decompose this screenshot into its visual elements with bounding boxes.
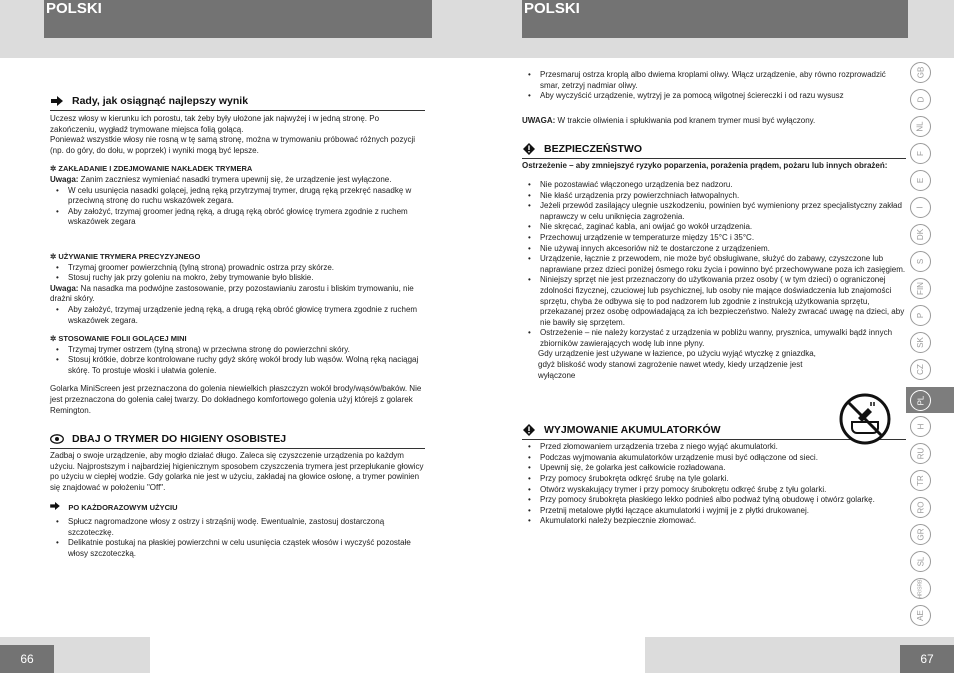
- lang-tab-gb[interactable]: [910, 62, 931, 83]
- precision-warning-text: Na nasadka ma podwójne zastosowanie, przy pozostawianiu zarostu i bliskim trymowaniu, nie drażni skóry.: [50, 283, 414, 304]
- list-item: • Ostrzeżenie – nie należy korzystać z urządzenia w pobliżu wanny, prysznica, umywalki bądź innych zbiorników zawierających wodę lub inne płyny.: [522, 328, 906, 349]
- lang-label: F: [915, 151, 925, 156]
- list-item: • Przy pomocy śrubokręta odkręć śrubę na tyle golarki.: [522, 474, 906, 485]
- list-item: • Aby wyczyścić urządzenie, wytrzyj je za pomocą wilgotnej ściereczki i od razu wysusz: [522, 91, 906, 102]
- precision-heading-text: UŻYWANIE TRYMERA PRECYZYJNEGO: [58, 251, 201, 261]
- lang-tab-gr[interactable]: [910, 524, 931, 545]
- list-item: • Urządzenie, łącznie z przewodem, nie może być obsługiwane, służyć do zabawy, czyszczone lub naprawiane przez dzieci poniżej ósmego roku życia i powinno być przechowywane poza ich zasięgiem.: [522, 254, 906, 275]
- lang-label: CZ: [915, 364, 925, 375]
- foil-heading: [50, 334, 425, 345]
- lang-label: I: [915, 206, 925, 209]
- lang-label: GR: [916, 528, 925, 541]
- lang-tab-fin[interactable]: [910, 278, 931, 299]
- battery-list: [522, 442, 906, 527]
- safety-warning: Ostrzeżenie – aby zmniejszyć ryzyko poparzenia, porażenia prądem, pożaru lub innych obrażeń:: [522, 161, 888, 171]
- after-use-list: [50, 517, 425, 559]
- lang-tab-h[interactable]: [910, 416, 931, 437]
- precision-warning: [50, 284, 425, 305]
- lang-tab-ru[interactable]: [910, 443, 931, 464]
- hygiene-heading-text: DBAJ O TRYMER DO HIGIENY OSOBISTEJ: [72, 432, 287, 445]
- lang-label: S: [916, 258, 925, 265]
- lang-label: D: [916, 96, 925, 103]
- list-item: • Przed złomowaniem urządzenia trzeba z niego wyjąć akumulatorki.: [522, 442, 906, 453]
- battery-heading-text: WYJMOWANIE AKUMULATORKÓW: [544, 423, 721, 436]
- lang-label: NL: [915, 121, 925, 132]
- list-item: • Przechowuj urządzenie w temperaturze między 15°C i 35°C.: [522, 233, 906, 244]
- list-item: • Aby założyć, trzymaj groomer jedną ręką, a drugą ręką obróć głowicę trymera zgodnie z ruchem wskazówek zegara: [50, 207, 425, 228]
- oiling-note-label: UWAGA:: [522, 115, 556, 125]
- lang-tab-dk[interactable]: [910, 224, 931, 245]
- lang-tab-sl[interactable]: [910, 551, 931, 572]
- gear-icon: ✲: [50, 334, 57, 344]
- tips-heading: [50, 94, 425, 111]
- lang-tab-p[interactable]: [910, 305, 931, 326]
- lang-tab-ae[interactable]: [910, 605, 931, 626]
- attach-warning: [50, 175, 425, 186]
- safety-heading-text: BEZPIECZEŃSTWO: [544, 143, 643, 156]
- no-bath-icon: [838, 392, 892, 446]
- attach-heading: [50, 164, 425, 175]
- lang-label: DK: [916, 228, 925, 241]
- list-item: • Akumulatorki należy bezpiecznie złomować.: [522, 516, 906, 527]
- list-item: • Delikatnie postukaj na płaskiej powierzchni w celu usunięcia cząstek włosów i wyczyść pozostałe włosy szczoteczką.: [50, 538, 425, 559]
- list-item: • Przetnij metalowe płytki łączące akumulatorki i wyjmij je z płytki drukowanej.: [522, 506, 906, 517]
- oiling-note: [522, 116, 906, 127]
- tips-heading-text: Rady, jak osiągnąć najlepszy wynik: [72, 94, 249, 107]
- tips-paragraph-2: Ponieważ wszystkie włosy nie rosną w tę samą stronę, można w trymowaniu próbować różnych pozycji (np. do góry, do dołu, w poprzek) i wyniki mogą być lepsze.: [50, 135, 416, 155]
- right-column: [522, 70, 906, 527]
- list-item: • Podczas wyjmowania akumulatorków urządzenie musi być odłączone od sieci.: [522, 453, 906, 464]
- lang-label: H: [916, 423, 925, 430]
- lang-tab-nl[interactable]: [910, 116, 931, 137]
- arrow-right-icon: [50, 503, 60, 512]
- warning-icon: [522, 423, 536, 437]
- lang-tab-e[interactable]: [910, 170, 931, 191]
- list-item: • Trzymaj trymer ostrzem (tylną stroną) w przeciwna stronę do powierzchni skóry.: [50, 345, 425, 356]
- lang-label: AE: [915, 610, 925, 621]
- precision-list-2: [50, 305, 425, 326]
- attach-warning-text: Zanim zaczniesz wymieniać nasadki trymera upewnij się, że urządzenie jest wyłączone.: [78, 174, 392, 184]
- page-number-left: 66: [0, 645, 54, 673]
- lang-label: HR/SRB: [917, 579, 924, 598]
- list-item: • Spłucz nagromadzone włosy z ostrzy i strząśnij wodę. Ewentualnie, zastosuj dostarczoną szczoteczkę.: [50, 517, 425, 538]
- list-item: • Upewnij się, że golarka jest całkowicie rozładowana.: [522, 463, 906, 474]
- precision-heading: [50, 252, 425, 263]
- after-use-heading-text: PO KAŻDORAZOWYM UŻYCIU: [68, 502, 178, 512]
- arrow-right-icon: [50, 94, 64, 108]
- lang-label: FIN: [915, 282, 925, 295]
- precision-warning-label: Uwaga:: [50, 283, 79, 293]
- attach-list: [50, 186, 425, 228]
- lang-tab-pl[interactable]: [910, 390, 931, 411]
- oiling-note-text: W trakcie oliwienia i spłukiwania pod kranem trymer musi być wyłączony.: [555, 115, 816, 125]
- lang-label: GB: [916, 66, 925, 79]
- warning-icon: [522, 142, 536, 156]
- after-use-heading: [50, 502, 425, 514]
- hygiene-heading: [50, 432, 425, 449]
- foil-heading-text: STOSOWANIE FOLII GOLĄCEJ MINI: [58, 334, 187, 344]
- lang-label: P: [916, 312, 925, 319]
- lang-label: SK: [915, 337, 925, 348]
- lang-label: SL: [915, 556, 925, 567]
- list-item: • Niniejszy sprzęt nie jest przeznaczony do użytkowania przez osoby ( w tym dzieci) o ograniczonej zdolności fizycznej, czuciowej lub psychicznej, lub osoby nie mające doświadczenia lub znajomości sprzętu, chyba że odbywa się to pod nadzorem lub zgodnie z instrukcją użytkowania sprzętu, przekazanej przez osobę odpowiadającą za ich bezpieczeństwo. Należy zwracać uwagę na dzieci, aby nie bawiły się sprzętem.: [522, 275, 906, 328]
- lang-tab-cz[interactable]: [910, 359, 931, 380]
- list-item: • Przesmaruj ostrza kroplą albo dwiema kroplami oliwy. Włącz urządzenie, aby równo rozprowadzić smar, zetrzyj nadmiar oliwy.: [522, 70, 906, 91]
- list-item: • Otwórz wyskakujący trymer i przy pomocy śrubokrętu odkręć śrubę z tyłu golarki.: [522, 485, 906, 496]
- eye-icon: [50, 432, 64, 446]
- page-number-right: 67: [900, 645, 954, 673]
- lang-label: PL: [915, 395, 925, 406]
- page-title-left: POLSKI: [44, 0, 432, 38]
- attach-warning-label: Uwaga:: [50, 174, 79, 184]
- lang-tab-ro[interactable]: [910, 497, 931, 518]
- attach-heading-text: ZAKŁADANIE I ZDEJMOWANIE NAKŁADEK TRYMERA: [58, 164, 253, 174]
- lang-tab-i[interactable]: [910, 197, 931, 218]
- gear-icon: ✲: [50, 164, 57, 174]
- list-item: • Aby założyć, trzymaj urządzenie jedną ręką, a drugą ręką obróć głowicę trymera zgodnie z ruchem wskazówek zegara.: [50, 305, 425, 326]
- lang-tab-tr[interactable]: [910, 470, 931, 491]
- page-title-right: POLSKI: [522, 0, 908, 38]
- lang-tab-f[interactable]: [910, 143, 931, 164]
- tips-paragraph-1: Uczesz włosy w kierunku ich porostu, tak żeby były ułożone jak najwyżej i w jedną stronę. Po zakończeniu, wygładź trymowane miejsca folią golącą.: [50, 114, 380, 134]
- language-sidebar: [910, 0, 931, 673]
- foil-paragraph: Golarka MiniScreen jest przeznaczona do golenia niewielkich płaszczyzn wokół brody/wąsów/baków. Nie jest przeznaczona do golenia całej twarzy. Do dokładnego komfortowego golenia użyj którejś z golarek Remington.: [50, 384, 422, 415]
- lang-tab-s[interactable]: [910, 251, 931, 272]
- list-item: • Nie używaj innych akcesoriów niż te dostarczone z urządzeniem.: [522, 244, 906, 255]
- list-item: • Nie skręcać, zaginać kabla, ani owijać go wokół urządzenia.: [522, 222, 906, 233]
- list-item: • Stosuj krótkie, dobrze kontrolowane ruchy gdyż skórę wokół brody lub wąsów. Wolną ręką naciągaj skórę. To prostuje włoski i ułatwia golenie.: [50, 355, 425, 376]
- lang-label: TR: [915, 475, 925, 486]
- left-column: [50, 94, 425, 560]
- safety-heading: [522, 142, 906, 159]
- list-item: • Trzymaj groomer powierzchnią (tylną stroną) prowadnic ostrza przy skórze.: [50, 263, 425, 274]
- list-item: • Stosuj ruchy jak przy goleniu na mokro, żeby trymowanie było bliskie.: [50, 273, 425, 284]
- lang-tab-sk[interactable]: [910, 332, 931, 353]
- precision-list: [50, 263, 425, 284]
- lang-label: RU: [916, 447, 925, 460]
- foil-list: [50, 345, 425, 377]
- gear-icon: ✲: [50, 251, 57, 261]
- list-item: • Nie kłaść urządzenia przy powierzchniach łatwopalnych.: [522, 191, 906, 202]
- bathroom-warning: Gdy urządzenie jest używane w łazience, po użyciu wyjąć wtyczkę z gniazdka, gdyż bliskość wody stanowi zagrożenie nawet wtedy, kiedy urządzenie jest wyłączone: [538, 349, 816, 380]
- lang-tab-pl-active[interactable]: [906, 387, 954, 413]
- lang-tab-d[interactable]: [910, 89, 931, 110]
- safety-list: [522, 180, 906, 350]
- list-item: • Jeżeli przewód zasilający ulegnie uszkodzeniu, powinien być wymieniony przez specjalistyczny zakład naprawczy w celu uniknięcia zagrożenia.: [522, 201, 906, 222]
- list-item: • Przy pomocy śrubokręta płaskiego lekko podnieś albo podważ tylną obudowę i otwórz golarkę.: [522, 495, 906, 506]
- oiling-list: [522, 70, 906, 102]
- lang-label: RO: [916, 501, 925, 514]
- list-item: • Nie pozostawiać włączonego urządzenia bez nadzoru.: [522, 180, 906, 191]
- lang-tab-hr-srb[interactable]: [910, 578, 931, 599]
- list-item: • W celu usunięcia nasadki golącej, jedną ręką przytrzymaj trymer, drugą ręką przekręć nasadkę w przeciwną stronę do ruchu wskazówek zegara.: [50, 186, 425, 207]
- lang-label: E: [916, 177, 925, 184]
- hygiene-paragraph: Zadbaj o swoje urządzenie, aby mogło działać długo. Zaleca się czyszczenie urządzenia po każdym użyciu. Najprostszym i najbardziej higienicznym sposobem czyszczenia trymera jest przepłukanie głowicy po użyciu w ciepłej wodzie. Gdy golarka nie jest w użyciu, zakładaj na głowice osłonę, a trymer powinien się znajdować w położeniu "Off".: [50, 451, 424, 493]
